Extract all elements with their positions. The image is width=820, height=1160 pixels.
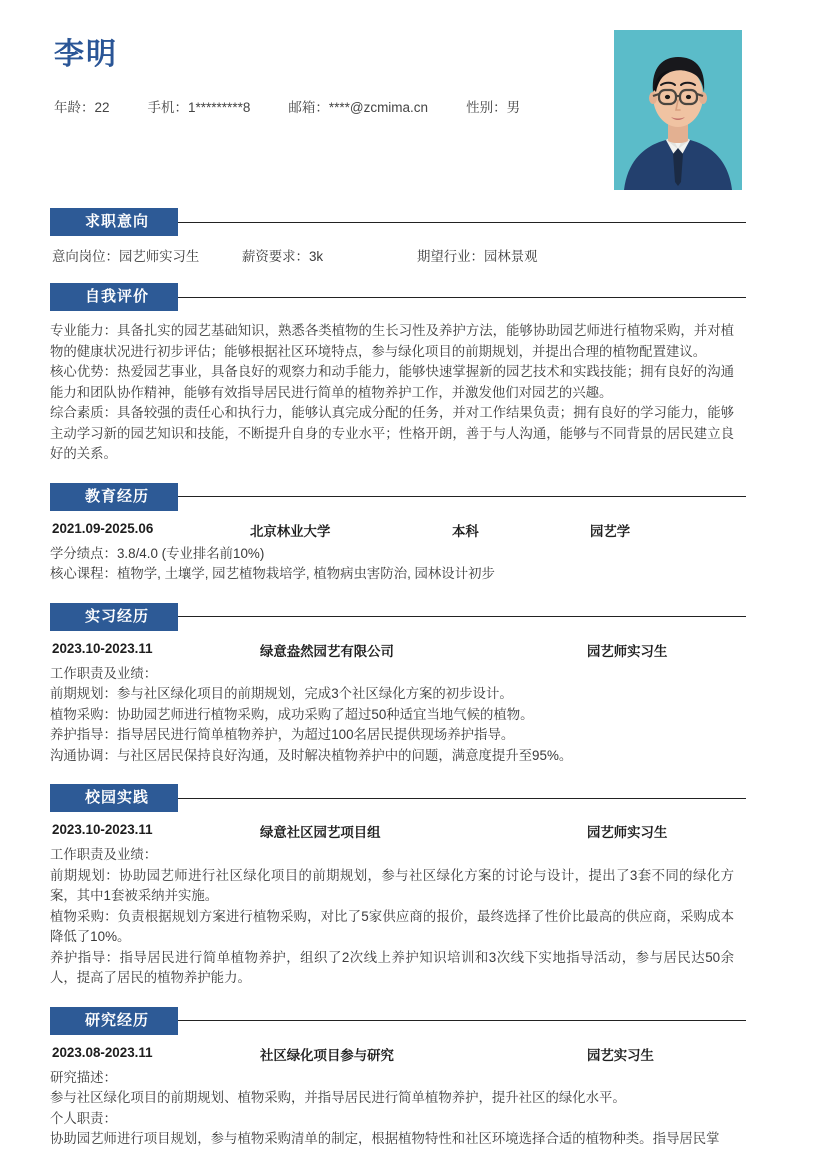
research-duty-label: 个人职责： (50, 1110, 117, 1126)
research-role: 园艺实习生 (587, 1047, 654, 1063)
section-badge-self-eval: 自我评价 (50, 283, 178, 311)
section-header-education (50, 483, 770, 511)
contact-age-label: 年龄： (54, 100, 95, 115)
section-badge-research: 研究经历 (50, 1007, 178, 1035)
self-eval-body (50, 321, 770, 465)
contact-email (288, 96, 428, 116)
internship-detail-line: 养护指导：指导居民进行简单植物养护，为超过100名居民提供现场养护指导。 (50, 727, 515, 742)
research-date: 2023.08-2023.11 (52, 1044, 153, 1060)
campus-detail-line: 植物采购：负责根据规划方案进行植物采购，对比了5家供应商的报价，最终选择了性价比最高的供应商，采购成本降低了10%。 (50, 908, 734, 944)
contact-email-label: 邮箱： (288, 100, 329, 115)
intent-salary (242, 246, 417, 265)
education-details (50, 544, 770, 585)
research-details (50, 1068, 770, 1150)
internship-details (50, 664, 770, 767)
campus-org: 绿意社区园艺项目组 (260, 825, 381, 840)
contact-phone-label: 手机： (147, 100, 189, 115)
intent-position-value: 园艺师实习生 (118, 249, 200, 264)
education-detail-line: 核心课程：植物学, 土壤学, 园艺植物栽培学, 植物病虫害防治, 园林设计初步 (50, 566, 495, 581)
section-header-internship (50, 603, 770, 631)
campus-details (50, 845, 770, 989)
research-desc-text: 参与社区绿化项目的前期规划、植物采购，并指导居民进行简单植物养护，提升社区的绿化水平。 (50, 1090, 626, 1105)
contact-phone (148, 96, 251, 116)
section-badge-intent: 求职意向 (50, 208, 178, 236)
internship-subtitle: 工作职责及业绩： (50, 665, 158, 681)
intent-salary-label: 薪资要求： (242, 249, 309, 264)
job-intent-row (52, 246, 770, 265)
research-duty-text: 协助园艺师进行项目规划，参与植物采购清单的制定，根据植物特性和社区环境选择合适的植物种类。指导居民掌 (50, 1131, 720, 1146)
internship-company: 绿意盎然园艺有限公司 (260, 643, 394, 659)
education-school: 北京林业大学 (250, 523, 331, 539)
campus-subtitle: 工作职责及业绩： (50, 847, 158, 862)
intent-industry-label: 期望行业： (417, 249, 484, 264)
education-detail-line: 学分绩点：3.8/4.0 (专业排名前10%) (50, 545, 265, 561)
section-header-intent (50, 208, 770, 236)
intent-position (52, 246, 242, 265)
section-header-self-eval (50, 283, 770, 311)
internship-detail-line: 沟通协调：与社区居民保持良好沟通，及时解决植物养护中的问题，满意度提升至95%。 (50, 747, 573, 763)
internship-entry-row (52, 641, 770, 660)
intent-industry (417, 246, 538, 265)
intent-salary-value: 3k (308, 249, 324, 264)
campus-detail-line: 养护指导：指导居民进行简单植物养护，组织了2次线上养护知识培训和3次线下实地指导活动，参与居民达50余人，提高了居民的植物养护能力。 (50, 949, 734, 985)
candidate-name: 李明 (54, 38, 118, 71)
campus-entry-row (52, 822, 770, 841)
education-major: 园艺学 (590, 523, 631, 539)
section-header-campus (50, 784, 770, 812)
campus-detail-line: 前期规划：协助园艺师进行社区绿化项目的前期规划，参与社区绿化方案的讨论与设计，提出了3套不同的绿化方案，其中1套被采纳并实施。 (50, 867, 734, 903)
section-badge-education: 教育经历 (50, 483, 178, 511)
section-rule (178, 297, 746, 298)
section-header-research (50, 1007, 770, 1035)
section-rule (178, 798, 746, 799)
internship-detail-line: 前期规划：参与社区绿化项目的前期规划，完成3个社区绿化方案的初步设计。 (50, 686, 513, 701)
contact-age-value: 22 (94, 100, 110, 115)
research-topic: 社区绿化项目参与研究 (260, 1047, 394, 1063)
section-rule (178, 496, 746, 497)
avatar (614, 30, 742, 190)
education-date: 2021.09-2025.06 (52, 520, 154, 536)
section-rule (178, 222, 746, 223)
contact-gender-value: 男 (506, 100, 521, 115)
section-rule (178, 1020, 746, 1021)
section-rule (178, 616, 746, 617)
resume-header (50, 0, 770, 190)
contact-gender (466, 96, 520, 116)
education-entry-row (52, 521, 770, 540)
research-entry-row (52, 1045, 770, 1064)
self-eval-paragraph: 专业能力：具备扎实的园艺基础知识，熟悉各类植物的生长习性及养护方法，能够协助园艺师进行植物采购，并对植物的健康状况进行初步评估；能够根据社区环境特点，参与绿化项目的前期规划，并提出合理的植物配置建议。 (50, 323, 734, 359)
contact-phone-value: 1*********8 (188, 100, 251, 115)
internship-date: 2023.10-2023.11 (52, 640, 153, 656)
education-degree: 本科 (452, 523, 479, 539)
research-desc-label: 研究描述： (50, 1069, 117, 1085)
intent-position-label: 意向岗位： (52, 249, 119, 264)
contact-gender-label: 性别： (466, 100, 507, 115)
campus-date: 2023.10-2023.11 (52, 822, 153, 837)
intent-industry-value: 园林景观 (483, 249, 538, 264)
internship-detail-line: 植物采购：协助园艺师进行植物采购，成功采购了超过50种适宜当地气候的植物。 (50, 706, 534, 722)
section-badge-campus: 校园实践 (50, 784, 178, 812)
contact-age (54, 96, 110, 116)
self-eval-paragraph: 综合素质：具备较强的责任心和执行力，能够认真完成分配的任务，并对工作结果负责；拥有良好的学习能力，能够主动学习新的园艺知识和技能，不断提升自身的专业水平；性格开朗，善于与人沟通，能够与不同背景的居民建立良好的关系。 (50, 405, 734, 461)
campus-role: 园艺师实习生 (587, 825, 668, 840)
self-eval-paragraph: 核心优势：热爱园艺事业，具备良好的观察力和动手能力，能够快速掌握新的园艺技术和实践技能；拥有良好的沟通能力和团队协作精神，能够有效指导居民进行简单的植物养护工作，并激发他们对园艺的兴趣。 (50, 364, 734, 400)
internship-role: 园艺师实习生 (587, 643, 668, 659)
section-badge-internship: 实习经历 (50, 603, 178, 631)
contact-email-value: ****@zcmima.cn (328, 100, 429, 115)
